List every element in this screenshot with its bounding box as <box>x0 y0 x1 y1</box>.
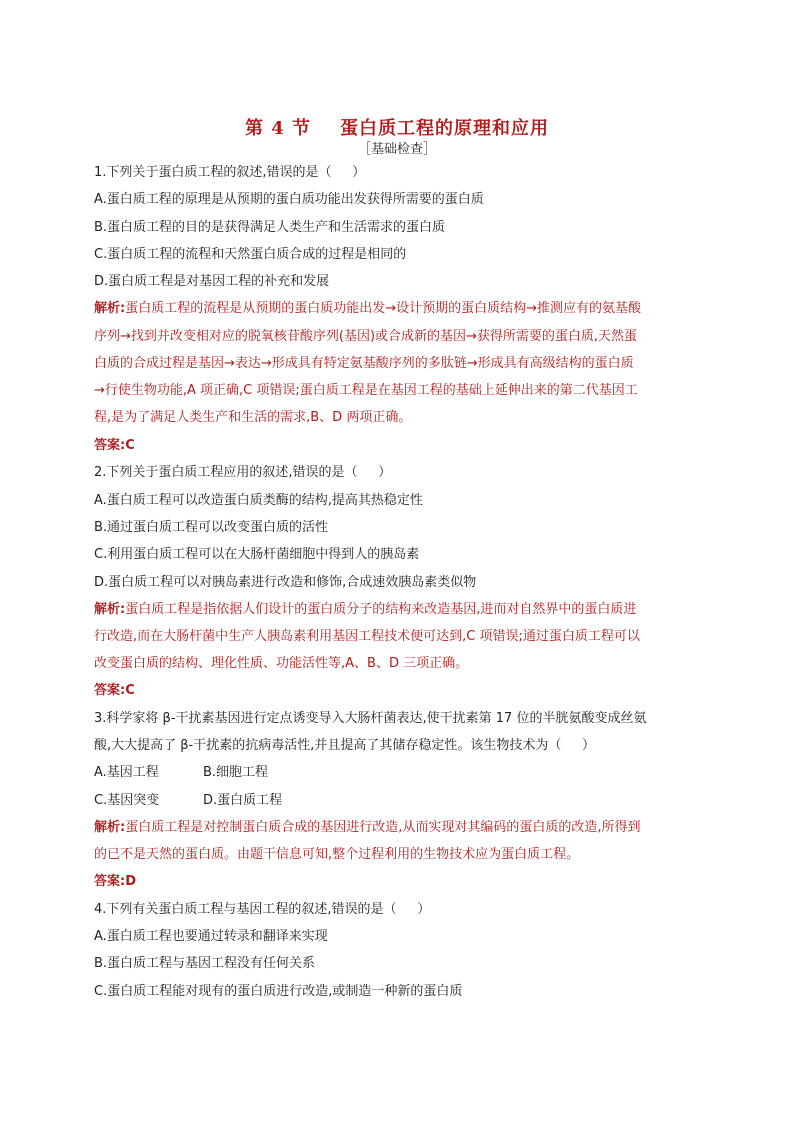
answer-value: C <box>125 683 135 698</box>
question-3-option-a: A.基因工程 <box>94 765 159 780</box>
question-3-stem: 酸,大大提高了 β-干扰素的抗病毒活性,并且提高了其储存稳定性。该生物技术为（ ） <box>94 738 596 753</box>
question-4-stem: 4.下列有关蛋白质工程与基因工程的叙述,错误的是（ ） <box>94 902 431 917</box>
question-1-analysis-line <box>94 301 641 317</box>
analysis-label: 解析: <box>94 301 126 316</box>
analysis-text: 蛋白质工程是指依据人们设计的蛋白质分子的结构来改造基因,进而对自然界中的蛋白质进 <box>125 602 637 617</box>
question-3-option-d: D.蛋白质工程 <box>203 793 283 808</box>
question-1-stem: 1.下列关于蛋白质工程的叙述,错误的是（ ） <box>94 165 366 180</box>
question-1-analysis-line: 程,是为了满足人类生产和生活的需求,B、D 两项正确。 <box>94 410 412 425</box>
question-3-stem: 3.科学家将 β-干扰素基因进行定点诱变导入大肠杆菌表达,使干扰素第 17 位的半胱氨酸变成丝氨 <box>94 711 647 726</box>
question-4-option-a: A.蛋白质工程也要通过转录和翻译来实现 <box>94 929 328 944</box>
question-1-answer <box>94 438 135 454</box>
answer-label: 答案: <box>94 438 126 453</box>
answer-label: 答案: <box>94 683 126 698</box>
question-1-analysis-line: →行使生物功能,A 项正确,C 项错误;蛋白质工程是在基因工程的基础上延伸出来的第二代基因工 <box>94 383 638 398</box>
analysis-text: 蛋白质工程的流程是从预期的蛋白质功能出发→设计预期的蛋白质结构→推测应有的氨基酸 <box>125 301 641 316</box>
question-2-analysis-line: 改变蛋白质的结构、理化性质、功能活性等,A、B、D 三项正确。 <box>94 656 469 671</box>
question-3-answer <box>94 874 136 890</box>
question-3-analysis-line: 的已不是天然的蛋白质。由题干信息可知,整个过程利用的生物技术应为蛋白质工程。 <box>94 847 580 862</box>
question-2-option-c: C.利用蛋白质工程可以在大肠杆菌细胞中得到人的胰岛素 <box>94 547 420 562</box>
answer-value: D <box>125 874 136 889</box>
question-3-analysis-line <box>94 820 640 836</box>
question-4-option-c: C.蛋白质工程能对现有的蛋白质进行改造,或制造一种新的蛋白质 <box>94 984 463 999</box>
question-1-option-a: A.蛋白质工程的原理是从预期的蛋白质功能出发获得所需要的蛋白质 <box>94 192 484 207</box>
question-1-option-b: B.蛋白质工程的目的是获得满足人类生产和生活需求的蛋白质 <box>94 220 446 235</box>
question-2-analysis-line <box>94 602 636 618</box>
question-1-option-d: D.蛋白质工程是对基因工程的补充和发展 <box>94 274 330 289</box>
page-title: 第 4 节 蛋白质工程的原理和应用 <box>244 118 550 139</box>
analysis-text: 蛋白质工程是对控制蛋白质合成的基因进行改造,从而实现对其编码的蛋白质的改造,所得到 <box>125 820 641 835</box>
question-4-option-b: B.蛋白质工程与基因工程没有任何关系 <box>94 956 316 971</box>
analysis-label: 解析: <box>94 602 126 617</box>
question-1-analysis-line: 白质的合成过程是基因→表达→形成具有特定氨基酸序列的多肽链→形成具有高级结构的蛋白质 <box>94 356 634 371</box>
question-2-option-a: A.蛋白质工程可以改造蛋白质类酶的结构,提高其热稳定性 <box>94 493 423 508</box>
question-2-answer <box>94 683 135 699</box>
question-3-option-c: C.基因突变 <box>94 793 160 808</box>
question-3-option-b: B.细胞工程 <box>203 765 269 780</box>
section-label: ［基础检查］ <box>357 142 436 157</box>
question-2-analysis-line: 行改造,而在大肠杆菌中生产人胰岛素利用基因工程技术便可达到,C 项错误;通过蛋白质工程可以 <box>94 629 640 644</box>
answer-label: 答案: <box>94 874 126 889</box>
question-1-option-c: C.蛋白质工程的流程和天然蛋白质合成的过程是相同的 <box>94 247 407 262</box>
analysis-label: 解析: <box>94 820 126 835</box>
question-2-option-d: D.蛋白质工程可以对胰岛素进行改造和修饰,合成速效胰岛素类似物 <box>94 575 477 590</box>
question-2-stem: 2.下列关于蛋白质工程应用的叙述,错误的是（ ） <box>94 465 392 480</box>
question-1-analysis-line: 序列→找到并改变相对应的脱氧核苷酸序列(基因)或合成新的基因→获得所需要的蛋白质,天然蛋 <box>94 329 638 344</box>
answer-value: C <box>125 438 135 453</box>
question-2-option-b: B.通过蛋白质工程可以改变蛋白质的活性 <box>94 520 329 535</box>
